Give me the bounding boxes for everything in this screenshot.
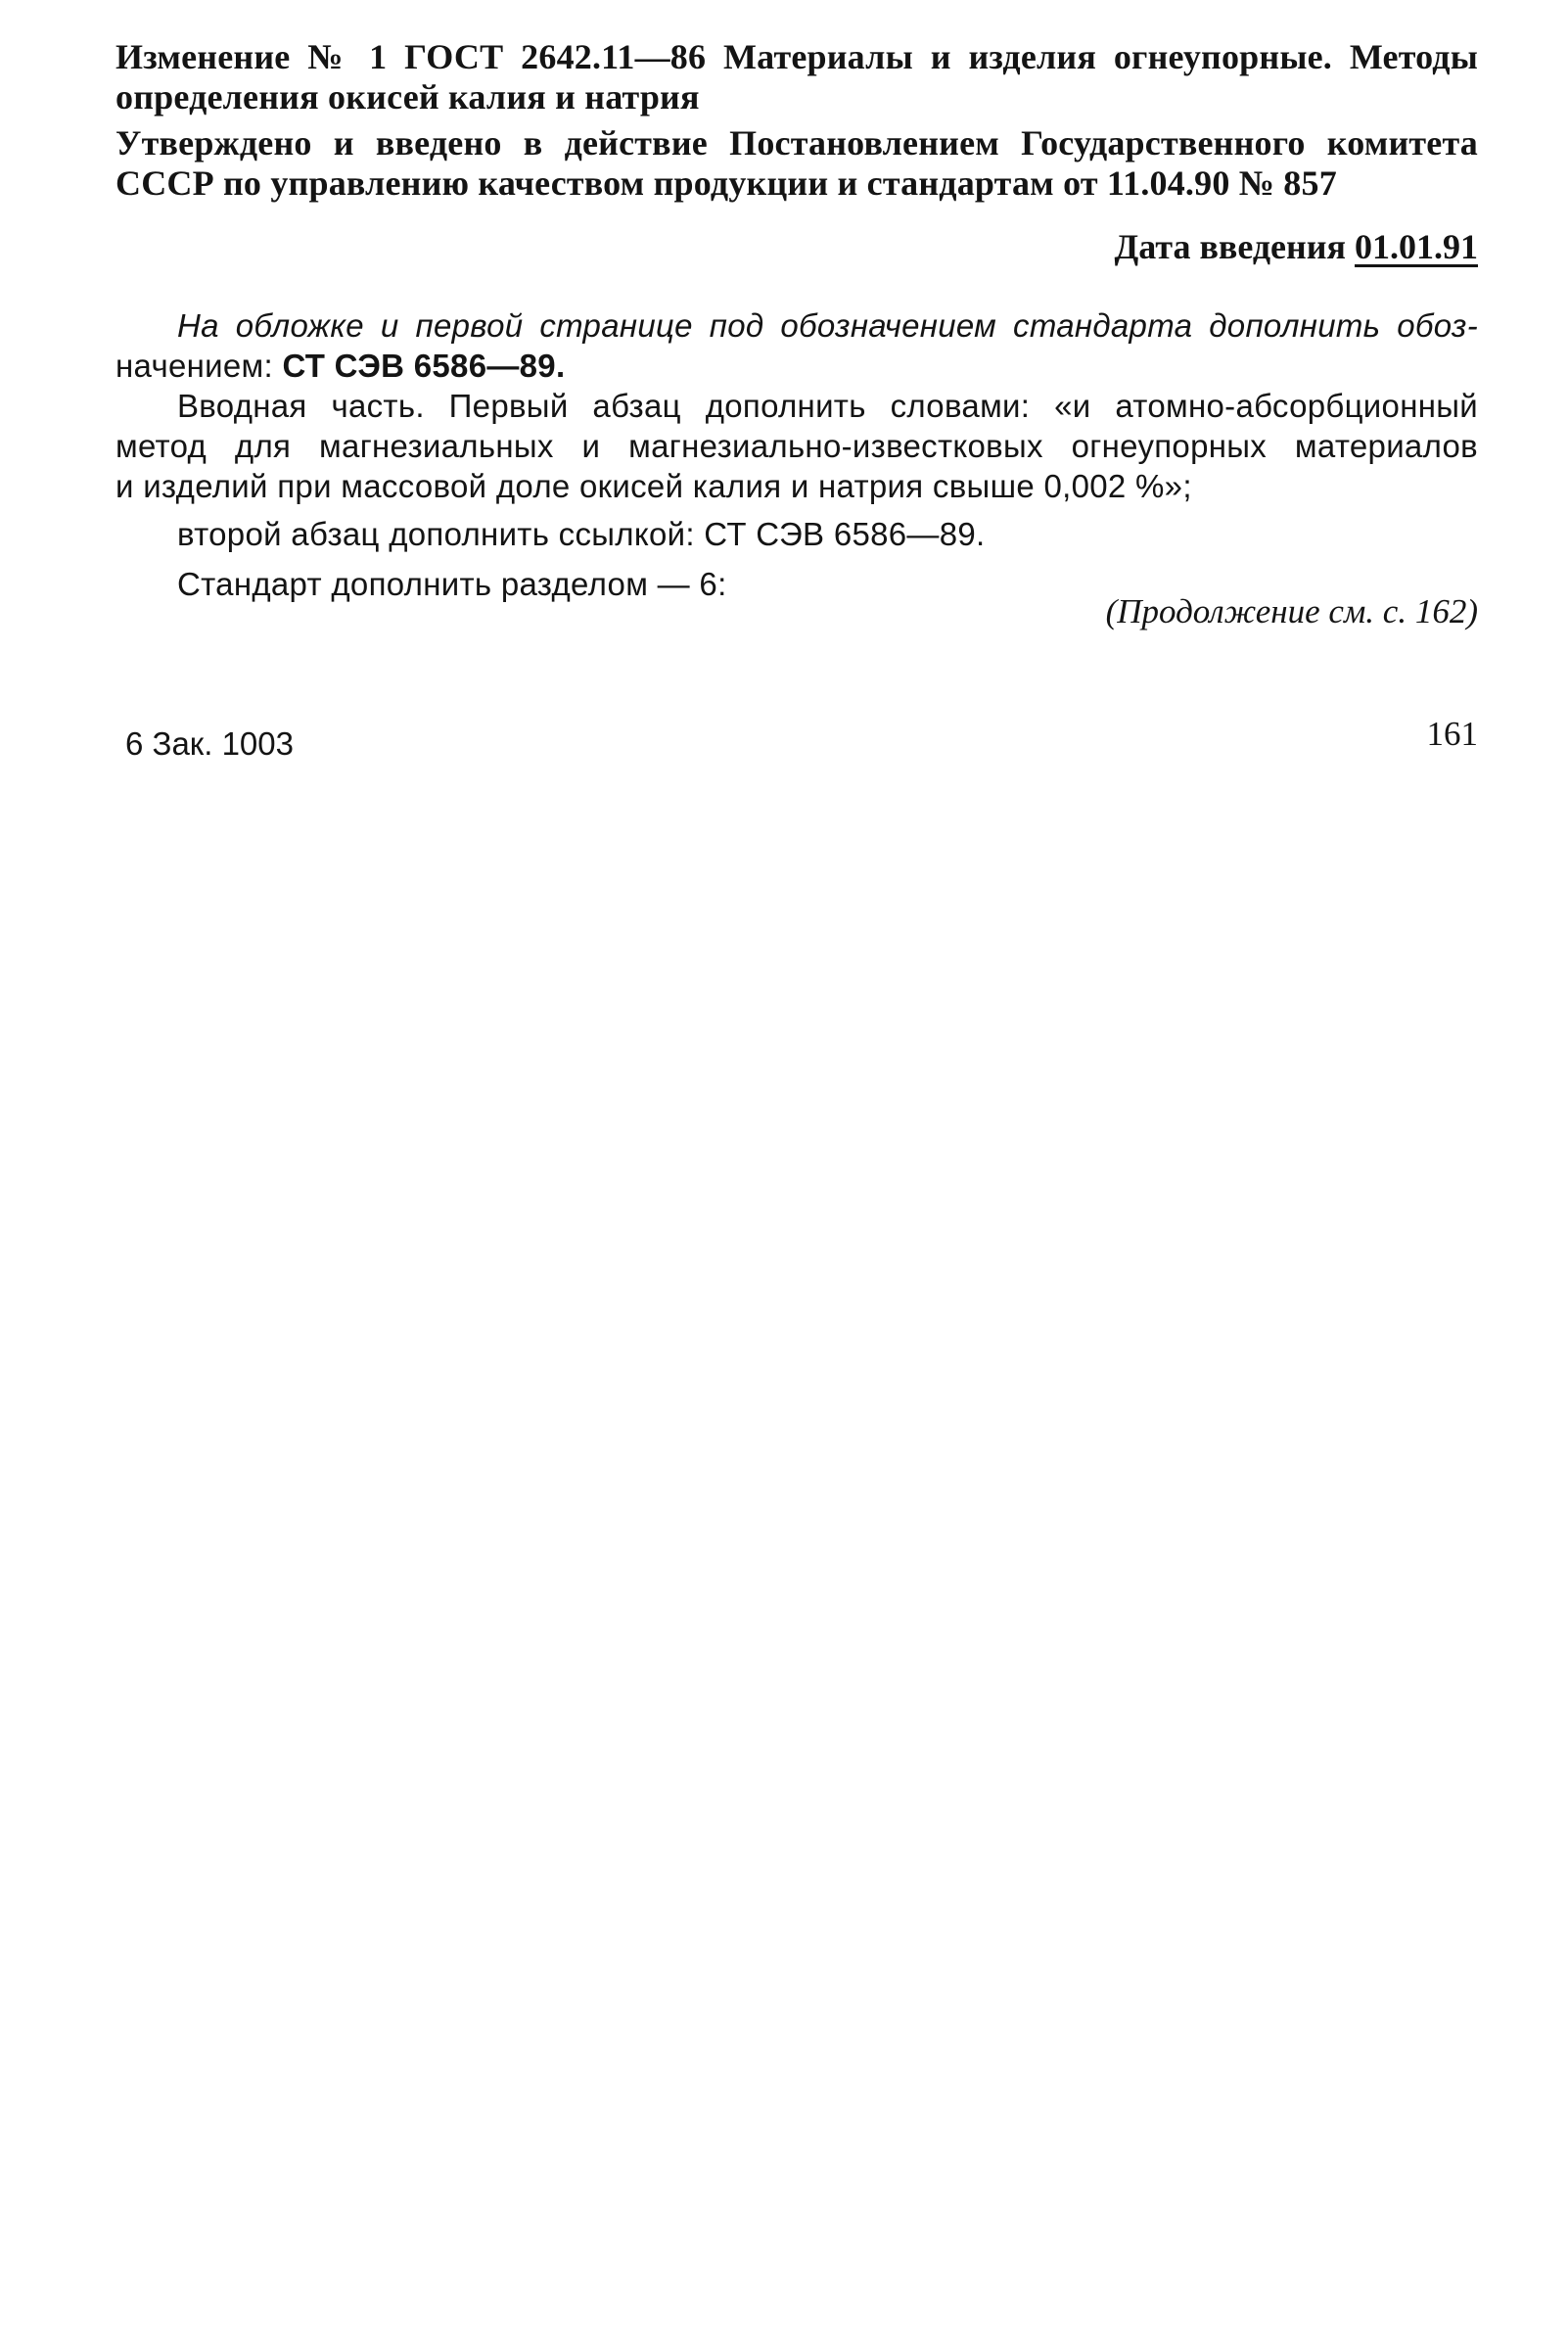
paragraph-1-line-2: [115, 346, 1478, 386]
amendment-title-line-2: определения окисей калия и натрия: [115, 77, 700, 117]
effective-date-value: 01.01.91: [1355, 227, 1478, 266]
order-number: 6 Зак. 1003: [125, 725, 294, 762]
paragraph-2-line-3: и изделий при массовой доле окисей калия и натрия свыше 0,002 %»;: [115, 468, 1192, 504]
effective-date: [1115, 227, 1479, 267]
amendment-title-line-1: Изменение № 1 ГОСТ 2642.11—86 Материалы и изделия огнеупорные. Методы: [115, 37, 1478, 76]
effective-date-label: Дата введения: [1114, 227, 1346, 266]
approval-statement-line-2: СССР по управлению качеством продукции и стандартам от 11.04.90 № 857: [115, 163, 1337, 203]
approval-statement: [115, 123, 1478, 204]
paragraph-3-line-1: второй абзац дополнить ссылкой: СТ СЭВ 6586—89.: [177, 516, 986, 552]
standard-reference: СТ СЭВ 6586—89.: [282, 348, 566, 384]
amendment-title: [115, 37, 1478, 117]
approval-statement-line-1: Утверждено и введено в действие Постановлением Государственного комитета: [115, 123, 1478, 163]
paragraph-1-prefix: начением:: [115, 348, 273, 384]
paragraph-4-line-1: Стандарт дополнить разделом — 6:: [177, 566, 727, 602]
amendment-body: [115, 305, 1478, 604]
paragraph-1-line-1: На обложке и первой странице под обозначением стандарта дополнить обоз-: [177, 307, 1478, 344]
page-number: 161: [1426, 715, 1478, 753]
continuation-note: (Продолжение см. с. 162): [1105, 592, 1478, 630]
paragraph-2-line-2: метод для магнезиальных и магнезиально-известковых огнеупорных материалов: [115, 428, 1478, 464]
paragraph-2-line-1: Вводная часть. Первый абзац дополнить словами: «и атомно-абсорбционный: [177, 388, 1478, 424]
